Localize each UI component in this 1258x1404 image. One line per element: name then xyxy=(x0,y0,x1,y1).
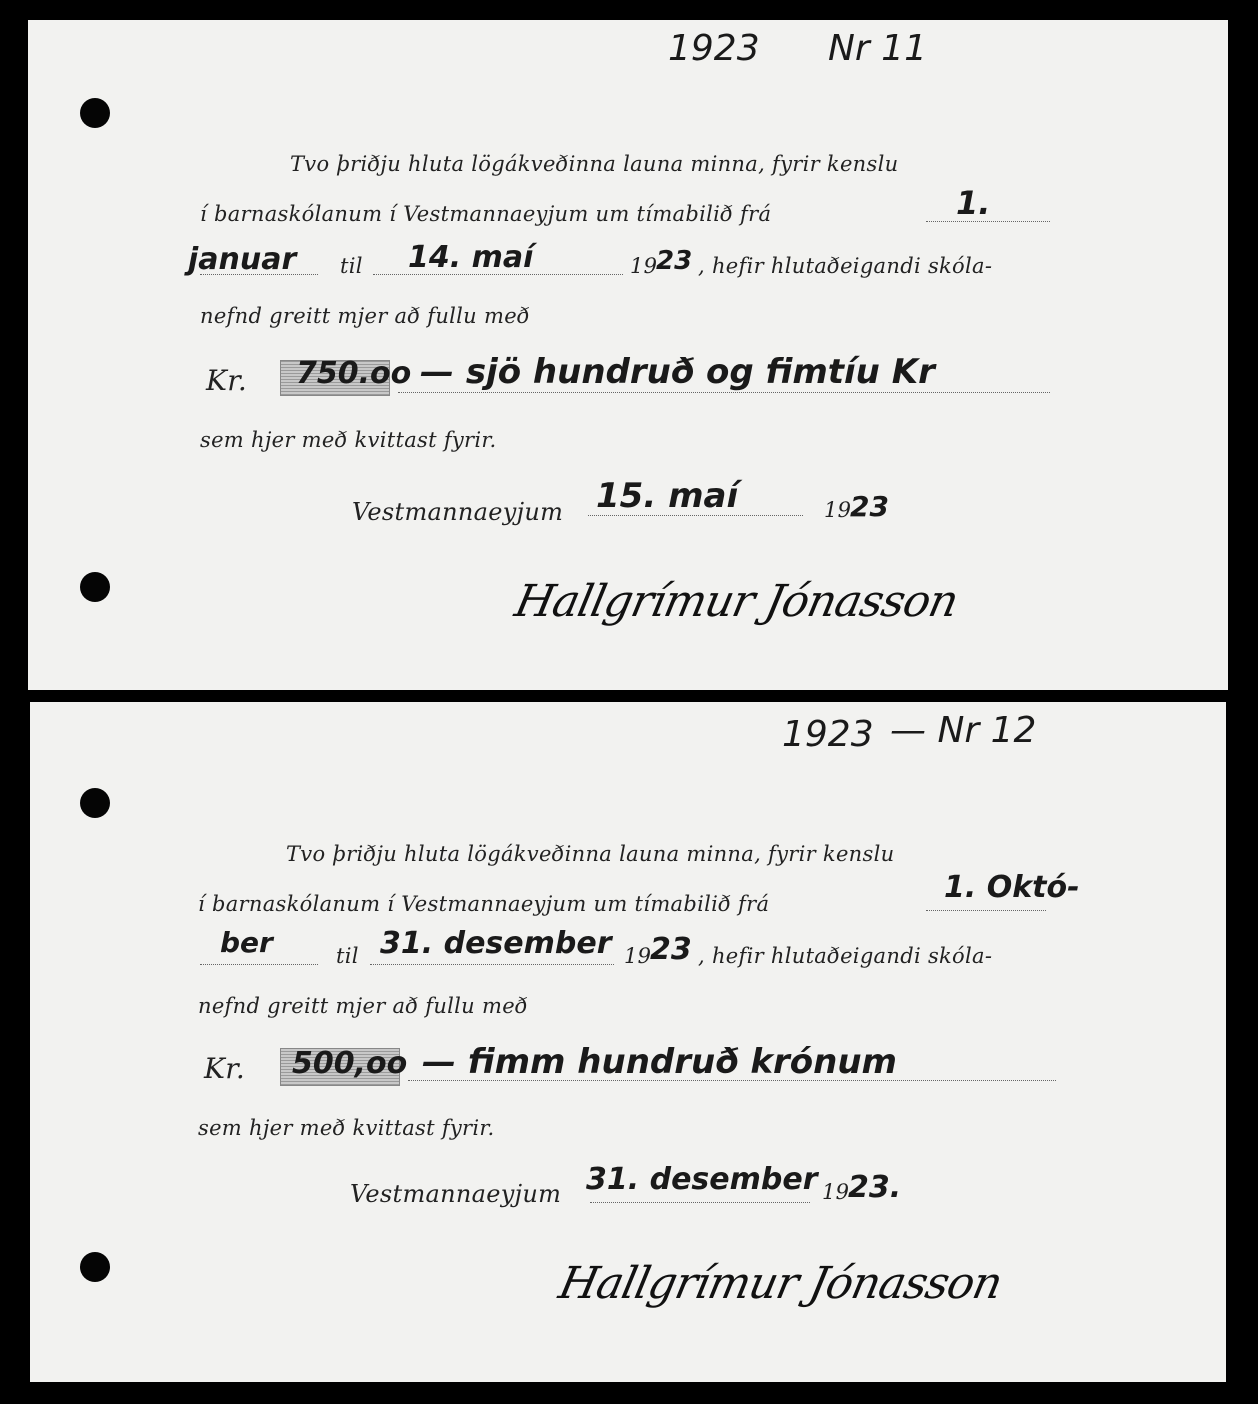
text-line-4: nefnd greitt mjer að fullu með xyxy=(198,994,528,1018)
signature: Hallgrímur Jónasson xyxy=(510,576,963,627)
text-line-sem: sem hjer með kvittast fyrir. xyxy=(200,428,497,452)
year-print: 19 xyxy=(630,254,658,278)
text-line-sem: sem hjer með kvittast fyrir. xyxy=(198,1116,495,1140)
text-line-4: nefnd greitt mjer að fullu með xyxy=(200,304,530,328)
sign-date: 31. desember xyxy=(586,1162,818,1197)
amount: 750.oo xyxy=(296,356,412,391)
text-line-3: , hefir hlutaðeigandi skóla- xyxy=(698,944,993,968)
punch-hole xyxy=(80,1252,110,1282)
til-label: til xyxy=(340,254,363,278)
punch-hole xyxy=(80,98,110,128)
kr-label: Kr. xyxy=(206,364,248,397)
heading-number: Nr 11 xyxy=(828,28,927,69)
sign-year-print: 19 xyxy=(824,498,852,522)
amount: 500,oo xyxy=(292,1046,408,1081)
amount-words: — fimm hundruð krónum xyxy=(422,1042,897,1082)
text-line-1: Tvo þriðju hluta lögákveðinna launa minna, fyrir kenslu xyxy=(290,152,899,176)
dotted-line xyxy=(408,1080,1056,1081)
sign-year-hand: 23. xyxy=(848,1170,902,1205)
dotted-line xyxy=(200,274,318,275)
year-hand: 23 xyxy=(656,246,693,276)
til-label: til xyxy=(336,944,359,968)
dotted-line xyxy=(926,910,1046,911)
sign-year-print: 19 xyxy=(822,1180,850,1204)
sign-date: 15. maí xyxy=(596,476,739,516)
dotted-line xyxy=(590,1202,810,1203)
signature: Hallgrímur Jónasson xyxy=(554,1258,1007,1309)
text-line-3: , hefir hlutaðeigandi skóla- xyxy=(698,254,993,278)
place: Vestmannaeyjum xyxy=(352,498,564,526)
from-day: 1. Októ- xyxy=(944,870,1080,905)
text-line-2: í barnaskólanum í Vestmannaeyjum um tímabilið frá xyxy=(198,892,770,916)
sign-year-hand: 23 xyxy=(850,490,889,523)
heading-number: — Nr 12 xyxy=(890,710,1037,751)
text-line-2: í barnaskólanum í Vestmannaeyjum um tímabilið frá xyxy=(200,202,772,226)
year-print: 19 xyxy=(624,944,652,968)
heading-year: 1923 xyxy=(782,714,874,755)
dotted-line xyxy=(398,392,1050,393)
from-day: 1. xyxy=(956,184,991,222)
receipt-card-1 xyxy=(28,20,1228,690)
from-month: ber xyxy=(220,926,273,959)
kr-label: Kr. xyxy=(204,1052,246,1085)
from-month: januar xyxy=(188,242,297,277)
heading-year: 1923 xyxy=(668,28,760,69)
punch-hole xyxy=(80,788,110,818)
punch-hole xyxy=(80,572,110,602)
place: Vestmannaeyjum xyxy=(350,1180,562,1208)
amount-words: — sjö hundruð og fimtíu Kr xyxy=(420,352,935,392)
dotted-line xyxy=(200,964,318,965)
receipt-card-2 xyxy=(30,702,1226,1382)
to-date: 31. desember xyxy=(380,926,612,961)
dotted-line xyxy=(370,964,614,965)
year-hand: 23 xyxy=(650,932,692,967)
to-date: 14. maí xyxy=(408,240,534,275)
text-line-1: Tvo þriðju hluta lögákveðinna launa minna, fyrir kenslu xyxy=(286,842,895,866)
